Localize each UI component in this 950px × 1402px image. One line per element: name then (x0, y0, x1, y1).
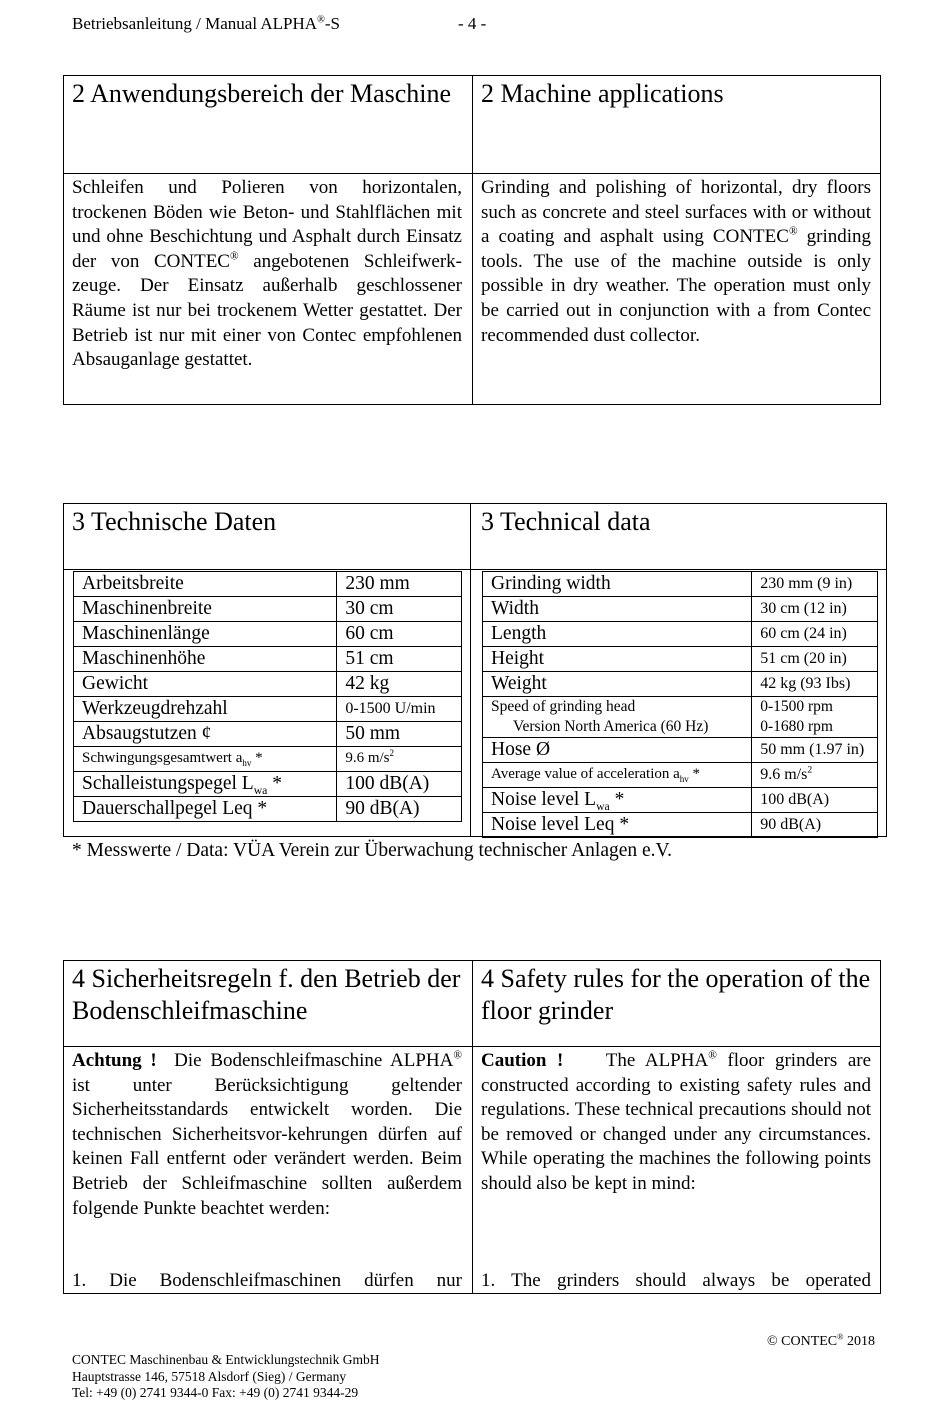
spec-value: 9.6 $m/s^2$ (752, 763, 878, 788)
company-address: Hauptstrasse 146, 57518 Alsdorf (Sieg) / Germany (72, 1368, 347, 1384)
table-row (74, 622, 462, 647)
spec-value: 42 kg (93 Ibs) (752, 672, 878, 697)
table-row (483, 597, 878, 622)
table-row (483, 788, 878, 813)
table-row (483, 697, 878, 738)
spec-label: Weight (483, 672, 752, 697)
spec-label: Schalleistungspegel $L_{wa}$ * (74, 772, 337, 797)
spec-value: 30 cm (337, 597, 462, 622)
measurement-footnote: * Messwerte / Data: VÜA Verein zur Überwachung technischer Anlagen e.V. (72, 840, 672, 861)
spec-value: 60 cm (24 in) (752, 622, 878, 647)
section-2-title-de: 2 Anwendungsbereich der Maschine (72, 79, 452, 108)
spec-label: Absaugstutzen ¢ (74, 722, 337, 747)
spec-label: Noise level Leq * (483, 813, 752, 838)
spec-label: Schwingungsgesamtwert $a_{hv}$ * (74, 747, 337, 772)
spec-value: 230 mm (337, 572, 462, 597)
spec-value: 90 dB(A) (752, 813, 878, 838)
section-4-text-en (481, 1049, 871, 1197)
spec-label (483, 697, 752, 738)
section-2-text-de: Schleifen und Polieren von horizontalen, trockenen Böden wie Beton- und Stahlflächen mit und ohne Beschichtung und Asphalt durch Einsatz der von CONTEC® angebotenen Schleifwerk-zeuge. Der Einsatz außerhalb geschlossener Räume ist nur bei trockenem Wetter gestattet. Der Betrieb ist nur mit einer von Contec empfohlenen Absauganlage gestattet. (72, 177, 462, 371)
spec-label: Noise level $L_{wa}$ * (483, 788, 752, 813)
table-row (74, 747, 462, 772)
section-4-title-de: 4 Sicherheitsregeln f. den Betrieb der Bodenschleifmaschine (72, 964, 461, 1025)
subscript: wa (596, 799, 610, 813)
spec-label: Maschinenbreite (74, 597, 337, 622)
table-row (74, 672, 462, 697)
spec-value: 50 mm (337, 722, 462, 747)
page-number: - 4 - (458, 14, 487, 33)
table-row (483, 763, 878, 788)
caution-label-de: Achtung ! (72, 1050, 157, 1071)
spec-value: 42 kg (337, 672, 462, 697)
table-row (483, 622, 878, 647)
spec-value: 50 mm (1.97 in) (752, 738, 878, 763)
spec-label: Gewicht (74, 672, 337, 697)
table-row (74, 697, 462, 722)
table-row (74, 772, 462, 797)
spec-value: 230 mm (9 in) (752, 572, 878, 597)
table-row (483, 738, 878, 763)
table-row (74, 797, 462, 822)
superscript: 2 (807, 764, 813, 776)
spec-label: Dauerschallpegel Leq * (74, 797, 337, 822)
section-4-title-en: 4 Safety rules for the operation of the floor grinder (481, 964, 871, 1025)
section-3-title-en: 3 Technical data (481, 507, 651, 536)
table-row (74, 647, 462, 672)
spec-label: Height (483, 647, 752, 672)
spec-value: 60 cm (337, 622, 462, 647)
table-row (74, 597, 462, 622)
spec-label: Hose Ø (483, 738, 752, 763)
company-info (72, 1352, 379, 1402)
spec-value-line: 0-1500 rpm (760, 698, 833, 715)
copyright: © CONTEC® 2018 (767, 1332, 876, 1349)
table-row (483, 813, 878, 838)
company-name: CONTEC Maschinenbau & Entwicklungstechnik GmbH (72, 1352, 380, 1367)
spec-label: Length (483, 622, 752, 647)
spec-value-line: 0-1680 rpm (760, 718, 833, 735)
caution-body-de: Die Bodenschleifmaschine ALPHA® ist unter Berücksichtigung geltender Sicherheitsstandards entwickelt worden. Die technischen Sicherheitsvor-kehrungen dürfen auf keinen Fall entfernt oder verändert werden. Beim Betrieb der Schleifmaschine sollten außerdem folgende Punkte beachtet werden: (72, 1049, 462, 1219)
spec-value: 9.6 $m/s^2$ (337, 747, 462, 772)
caution-label-en: Caution ! (481, 1050, 564, 1071)
spec-value: 100 dB(A) (752, 788, 878, 813)
spec-value: 100 dB(A) (337, 772, 462, 797)
technical-data-table-en (482, 571, 878, 838)
section-3-title-de: 3 Technische Daten (72, 507, 277, 536)
spec-value: 90 dB(A) (337, 797, 462, 822)
table-row (483, 672, 878, 697)
document-header: Betriebsanleitung / Manual ALPHA®-S (72, 14, 340, 33)
spec-value: 0-1500 U/min (337, 697, 462, 722)
spec-label: Width (483, 597, 752, 622)
spec-label-line: Speed of grinding head (491, 698, 636, 715)
superscript: 2 (389, 748, 394, 758)
spec-value (752, 697, 878, 738)
subscript: hv (679, 774, 689, 784)
subscript: hv (242, 758, 252, 768)
caution-body-en: The ALPHA® floor grinders are constructed according to existing safety rules and regulations. These technical precautions should not be removed or changed under any circumstances. While operating the machines the following points should also be kept in mind: (481, 1049, 872, 1194)
safety-item-1-en: 1. The grinders should always be operated (481, 1270, 871, 1291)
spec-label: Average value of acceleration $a_{hv}$ * (483, 763, 752, 788)
spec-value: 51 cm (337, 647, 462, 672)
spec-label: Maschinenhöhe (74, 647, 337, 672)
spec-value: 51 cm (20 in) (752, 647, 878, 672)
spec-label: Grinding width (483, 572, 752, 597)
spec-label-line: Version North America (60 Hz) (513, 718, 709, 735)
table-row (483, 647, 878, 672)
technical-data-table-de (73, 571, 462, 822)
spec-label: Werkzeugdrehzahl (74, 697, 337, 722)
section-2-text-en: Grinding and polishing of horizontal, dry floors such as concrete and steel surfaces with or without a coating and asphalt using CONTEC® grinding tools. The use of the machine outside is only possible in dry weather. The operation must only be carried out in conjunction with a from Contec recommended dust collector. (481, 177, 872, 346)
section-2-title-en: 2 Machine applications (481, 79, 724, 108)
spec-value: 30 cm (12 in) (752, 597, 878, 622)
table-row (483, 572, 878, 597)
spec-label: Arbeitsbreite (74, 572, 337, 597)
subscript: wa (253, 783, 268, 797)
safety-item-1-de: 1. Die Bodenschleifmaschinen dürfen nur (72, 1270, 462, 1291)
company-contact: Tel: +49 (0) 2741 9344-0 Fax: +49 (0) 2741 9344-29 (72, 1385, 359, 1400)
table-row (74, 722, 462, 747)
spec-label: Maschinenlänge (74, 622, 337, 647)
table-row (74, 572, 462, 597)
section-4-text-de (72, 1049, 462, 1221)
